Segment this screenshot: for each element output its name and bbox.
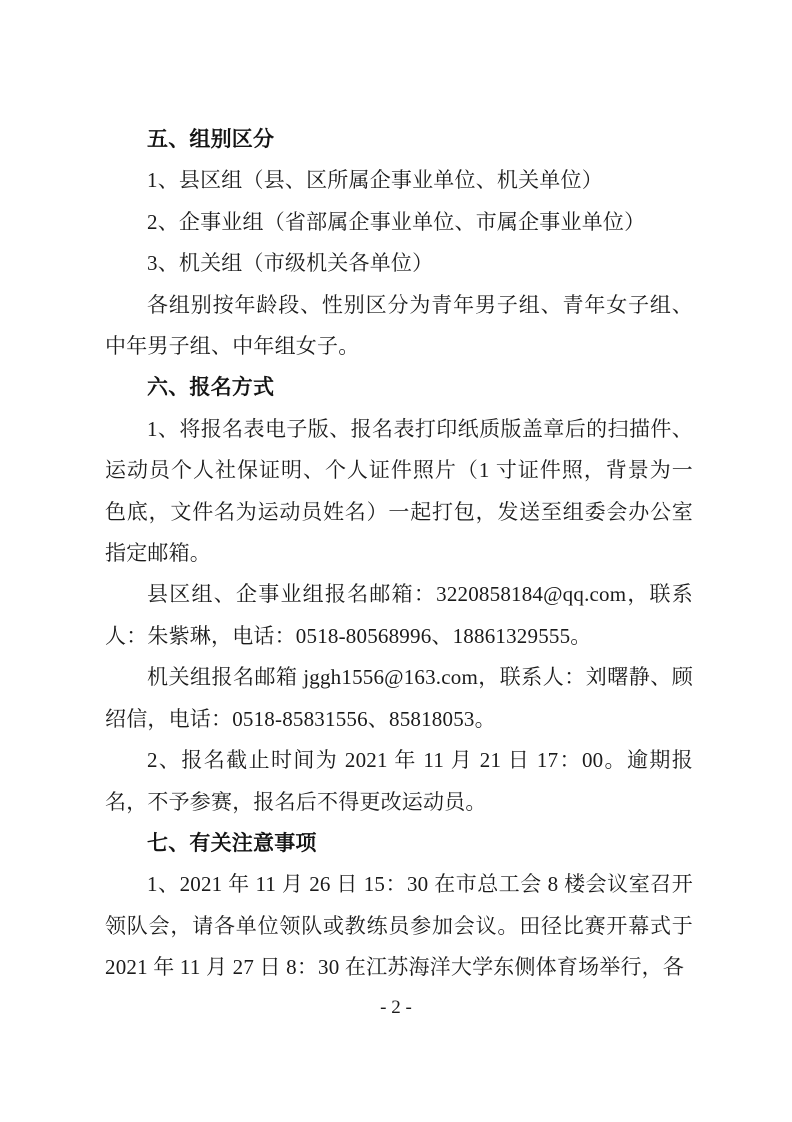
- document-body: [105, 119, 693, 989]
- body-paragraph: 3、机关组（市级机关各单位）: [147, 251, 434, 276]
- page-number: - 2 -: [380, 997, 412, 1018]
- body-paragraph: 1、2021 年 11 月 26 日 15：30 在市总工会 8 楼会议室召开领队会，请各单位领队或教练员参加会议。田径比赛开幕式于 2021 年 11 月 27 日 8：30 在江苏海洋大学东侧体育场举行，各: [105, 872, 693, 980]
- body-paragraph: 1、县区组（县、区所属企事业单位、机关单位）: [147, 168, 603, 193]
- body-paragraph: 机关组报名邮箱 jggh1556@163.com，联系人：刘曙静、顾绍信，电话：0518-85831556、85818053。: [105, 665, 693, 731]
- body-paragraph: 1、将报名表电子版、报名表打印纸质版盖章后的扫描件、运动员个人社保证明、个人证件照片（1 寸证件照，背景为一色底，文件名为运动员姓名）一起打包，发送至组委会办公室指定邮箱。: [105, 416, 693, 566]
- body-paragraph: 各组别按年龄段、性别区分为青年男子组、青年女子组、中年男子组、中年组女子。: [105, 292, 693, 359]
- section-heading: 七、有关注意事项: [147, 831, 317, 855]
- body-paragraph: 2、报名截止时间为 2021 年 11 月 21 日 17：00。逾期报名，不予参赛，报名后不得更改运动员。: [105, 748, 693, 814]
- section-heading: 五、组别区分: [147, 128, 275, 151]
- body-paragraph: 2、企事业组（省部属企事业单位、市属企事业单位）: [147, 209, 646, 234]
- section-heading: 六、报名方式: [147, 376, 275, 400]
- body-paragraph: 县区组、企事业组报名邮箱：3220858184@qq.com，联系人：朱紫琳，电话：0518-80568996、18861329555。: [105, 582, 693, 648]
